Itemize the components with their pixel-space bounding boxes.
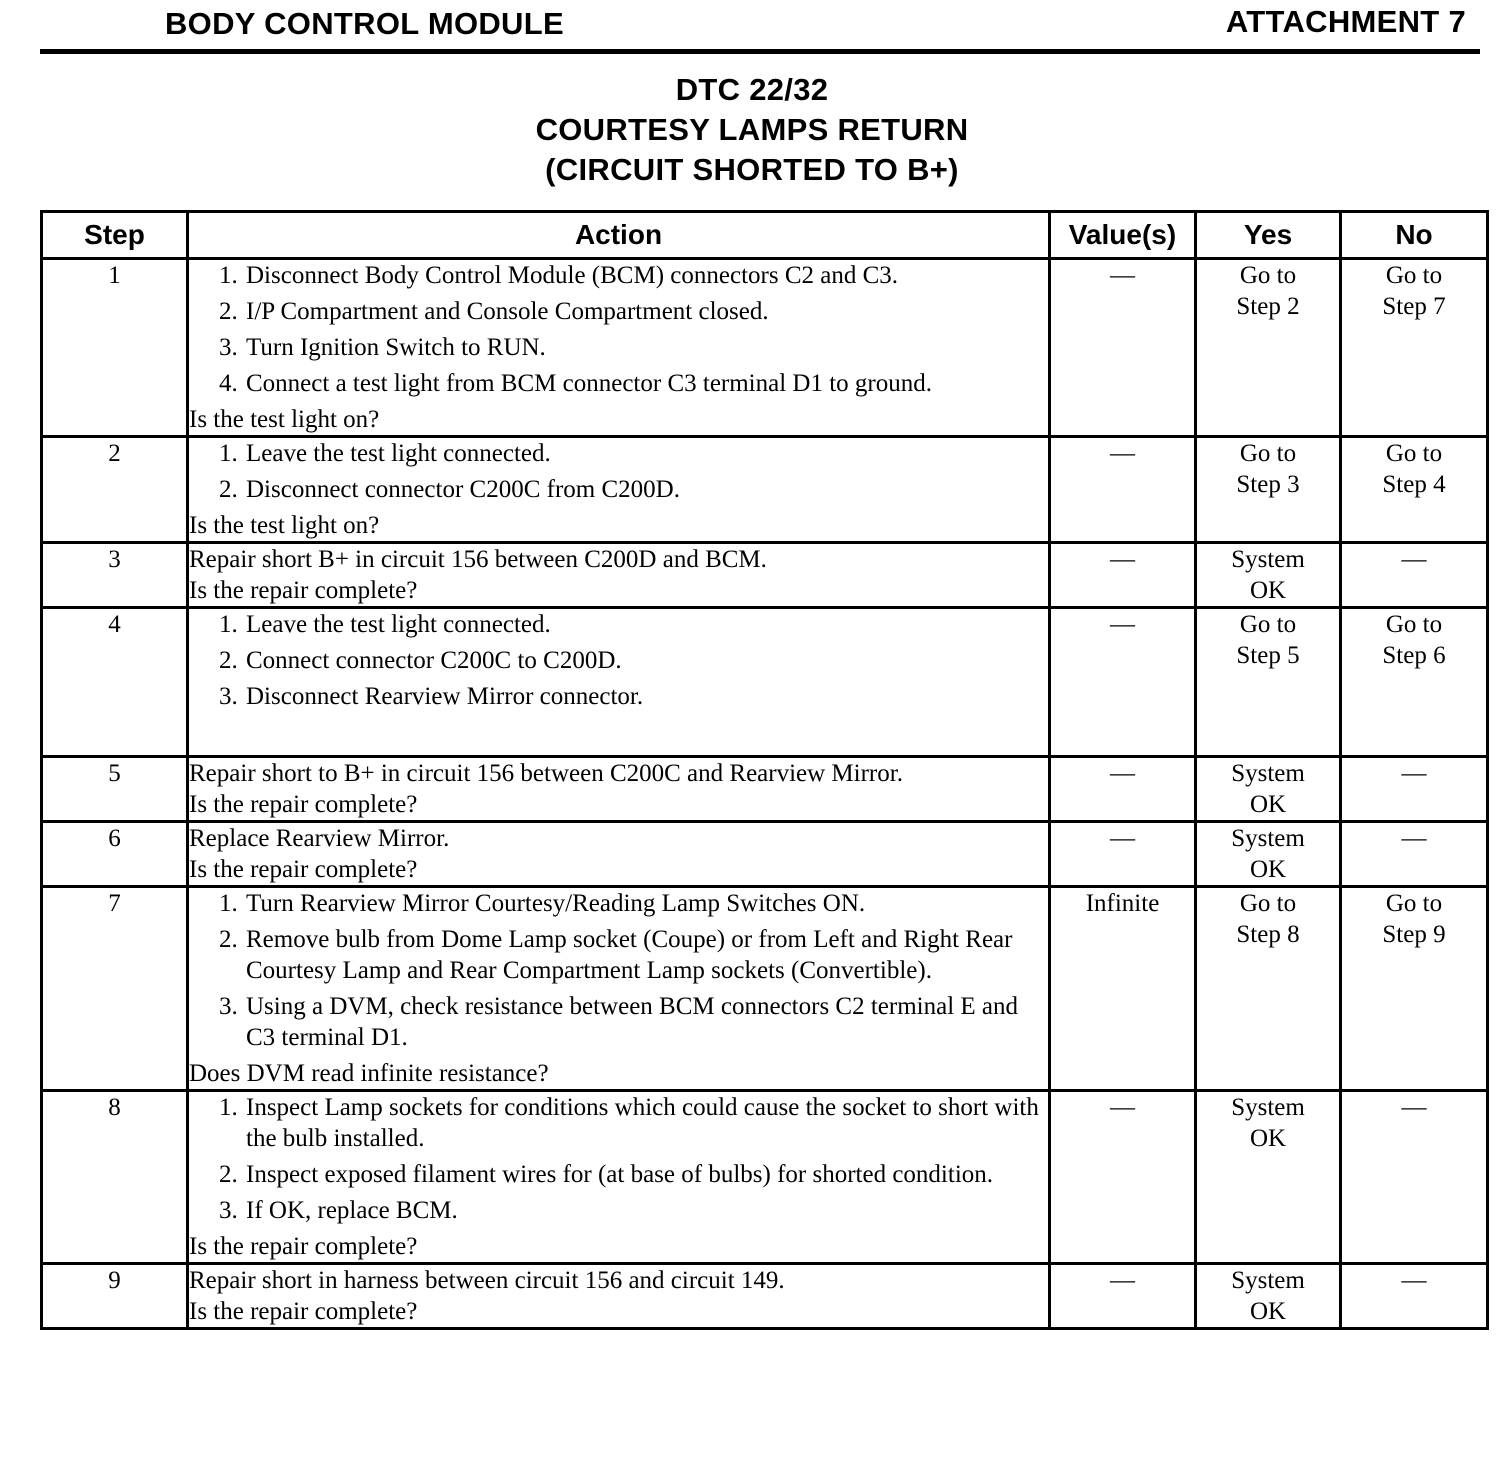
yes-cell: System OK	[1196, 1264, 1341, 1329]
action-steps	[189, 609, 1048, 712]
table-row	[42, 822, 1488, 887]
step-number: 7	[42, 887, 188, 1091]
step-number: 2	[42, 437, 188, 543]
table-row	[42, 887, 1488, 1091]
no-cell: —	[1341, 1264, 1488, 1329]
action-question: Is the repair complete?	[189, 856, 418, 883]
diagnostic-table	[40, 210, 1489, 1330]
action-question: Is the repair complete?	[189, 1233, 418, 1260]
action-substep: 1. Inspect Lamp sockets for conditions which could cause the socket to short with the bulb installed.	[244, 1092, 1048, 1154]
no-cell: Go to Step 6	[1341, 608, 1488, 757]
action-text: Repair short to B+ in circuit 156 between C200C and Rearview Mirror.	[189, 760, 903, 787]
table-row	[42, 543, 1488, 608]
table-row	[42, 437, 1488, 543]
header-rule	[40, 49, 1480, 54]
step-number: 6	[42, 822, 188, 887]
column-header-step: Step	[42, 212, 188, 259]
action-cell	[188, 822, 1050, 887]
action-steps	[189, 888, 1048, 1053]
action-substep: 3. If OK, replace BCM.	[244, 1195, 1048, 1226]
table-header-row	[42, 212, 1488, 259]
action-steps	[189, 260, 1048, 399]
yes-cell: Go to Step 8	[1196, 887, 1341, 1091]
step-number: 1	[42, 259, 188, 437]
no-cell: Go to Step 9	[1341, 887, 1488, 1091]
yes-cell: System OK	[1196, 1091, 1341, 1264]
yes-cell: Go to Step 2	[1196, 259, 1341, 437]
column-header-values: Value(s)	[1050, 212, 1196, 259]
action-substep: 3. Using a DVM, check resistance between BCM connectors C2 terminal E and C3 terminal D1.	[244, 991, 1048, 1053]
action-substep: 2. Inspect exposed filament wires for (at base of bulbs) for shorted condition.	[244, 1159, 1048, 1190]
table-row	[42, 259, 1488, 437]
value-cell: —	[1050, 543, 1196, 608]
step-number: 5	[42, 757, 188, 822]
module-title: BODY CONTROL MODULE	[165, 6, 564, 41]
dtc-name: COURTESY LAMPS RETURN	[535, 112, 969, 147]
dtc-code: DTC 22/32	[675, 72, 829, 107]
value-cell: —	[1050, 757, 1196, 822]
action-text: Repair short B+ in circuit 156 between C200D and BCM.	[189, 546, 767, 573]
action-cell	[188, 757, 1050, 822]
action-substep: 2. Disconnect connector C200C from C200D.	[244, 474, 1048, 505]
step-number: 4	[42, 608, 188, 757]
action-cell	[188, 608, 1050, 757]
action-question: Is the repair complete?	[189, 1298, 418, 1325]
column-header-no: No	[1341, 212, 1488, 259]
value-cell: —	[1050, 608, 1196, 757]
action-cell	[188, 887, 1050, 1091]
no-cell: —	[1341, 543, 1488, 608]
action-substep: 1. Leave the test light connected.	[244, 609, 1048, 640]
value-cell: —	[1050, 822, 1196, 887]
action-substep: 2. Connect connector C200C to C200D.	[244, 645, 1048, 676]
no-cell: Go to Step 7	[1341, 259, 1488, 437]
value-cell: —	[1050, 1264, 1196, 1329]
column-header-action: Action	[188, 212, 1050, 259]
action-substep: 1. Leave the test light connected.	[244, 438, 1048, 469]
value-cell: —	[1050, 259, 1196, 437]
no-cell: —	[1341, 822, 1488, 887]
action-substep: 1. Disconnect Body Control Module (BCM) connectors C2 and C3.	[244, 260, 1048, 291]
step-number: 8	[42, 1091, 188, 1264]
yes-cell: Go to Step 5	[1196, 608, 1341, 757]
step-number: 9	[42, 1264, 188, 1329]
table-row	[42, 757, 1488, 822]
action-text: Replace Rearview Mirror.	[189, 825, 450, 852]
yes-cell: Go to Step 3	[1196, 437, 1341, 543]
action-cell	[188, 259, 1050, 437]
action-substep: 2. Remove bulb from Dome Lamp socket (Coupe) or from Left and Right Rear Courtesy Lamp and Rear Compartment Lamp sockets (Convertible).	[244, 924, 1048, 986]
table-row	[42, 608, 1488, 757]
action-cell	[188, 1091, 1050, 1264]
column-header-yes: Yes	[1196, 212, 1341, 259]
yes-cell: System OK	[1196, 822, 1341, 887]
step-number: 3	[42, 543, 188, 608]
value-cell: —	[1050, 437, 1196, 543]
action-steps	[189, 438, 1048, 505]
dtc-title-block	[0, 70, 1504, 190]
no-cell: Go to Step 4	[1341, 437, 1488, 543]
action-question: Does DVM read infinite resistance?	[189, 1060, 549, 1087]
value-cell: —	[1050, 1091, 1196, 1264]
action-substep: 4. Connect a test light from BCM connector C3 terminal D1 to ground.	[244, 368, 1048, 399]
action-cell	[188, 437, 1050, 543]
value-cell: Infinite	[1050, 887, 1196, 1091]
action-cell	[188, 543, 1050, 608]
action-cell	[188, 1264, 1050, 1329]
action-question: Is the repair complete?	[189, 791, 418, 818]
action-substep: 1. Turn Rearview Mirror Courtesy/Reading Lamp Switches ON.	[244, 888, 1048, 919]
no-cell: —	[1341, 757, 1488, 822]
action-substep: 2. I/P Compartment and Console Compartment closed.	[244, 296, 1048, 327]
attachment-label: ATTACHMENT 7	[1225, 4, 1466, 39]
table-row	[42, 1091, 1488, 1264]
action-question: Is the test light on?	[189, 512, 380, 539]
dtc-condition: (CIRCUIT SHORTED TO B+)	[545, 152, 959, 187]
action-substep: 3. Turn Ignition Switch to RUN.	[244, 332, 1048, 363]
action-substep: 3. Disconnect Rearview Mirror connector.	[244, 681, 1048, 712]
action-question: Is the test light on?	[189, 406, 380, 433]
yes-cell: System OK	[1196, 757, 1341, 822]
action-text: Repair short in harness between circuit 156 and circuit 149.	[189, 1267, 785, 1294]
action-steps	[189, 1092, 1048, 1226]
table-row	[42, 1264, 1488, 1329]
action-question: Is the repair complete?	[189, 577, 418, 604]
yes-cell: System OK	[1196, 543, 1341, 608]
no-cell: —	[1341, 1091, 1488, 1264]
